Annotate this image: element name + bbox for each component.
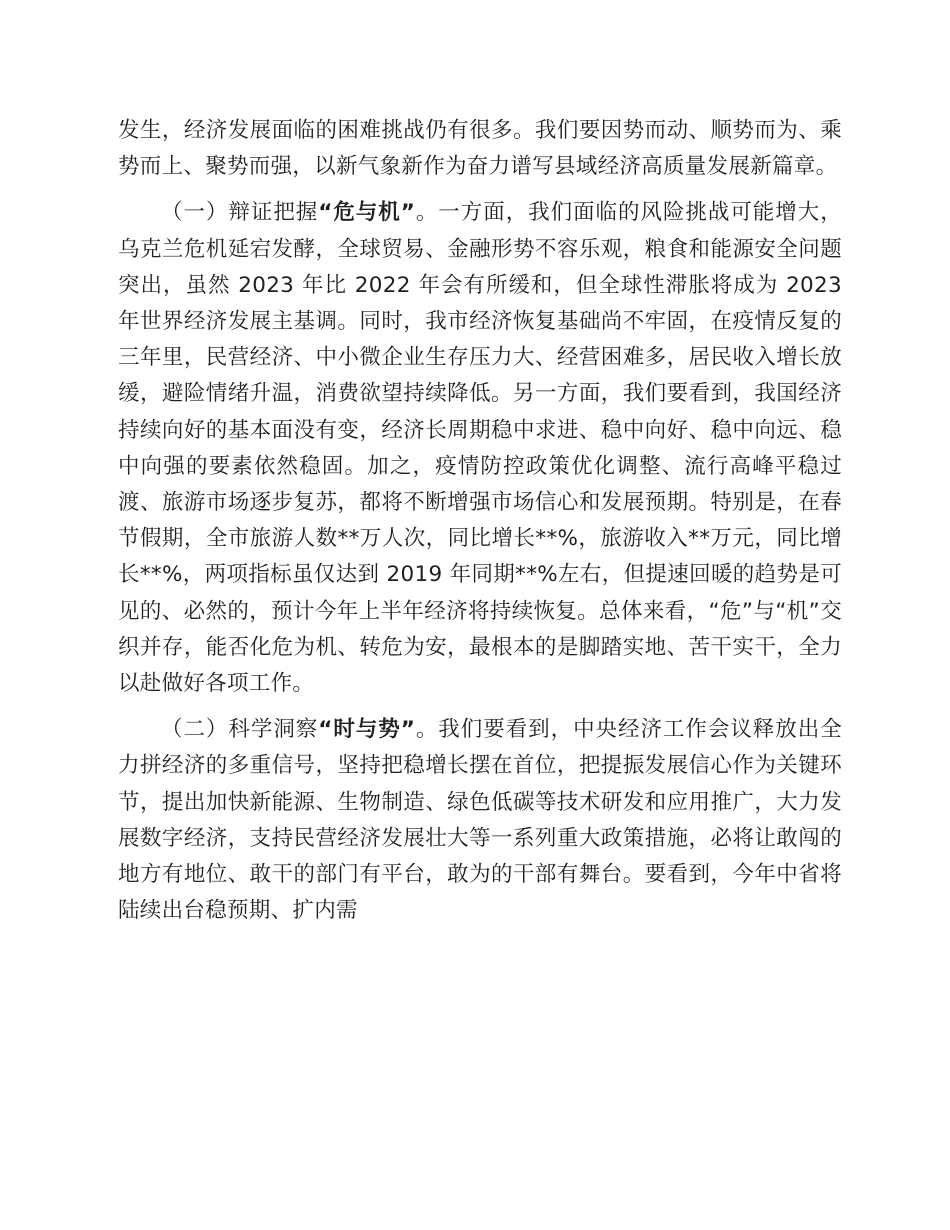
intro-paragraph: 发生，经济发展面临的困难挑战仍有很多。我们要因势而动、顺势而为、乘势而上、聚势而强，以新气象新作为奋力谱写县域经济高质量发展新篇章。 <box>118 118 842 180</box>
section-2-heading-term: “时与势” <box>318 717 416 743</box>
section-1-heading-term: “危与机” <box>318 200 416 226</box>
section-1-body-text: 。一方面，我们面临的风险挑战可能增大，乌克兰危机延宕发酵，全球贸易、金融形势不容乐观，粮食和能源安全问题突出，虽然 2023 年比 2022 年会有所缓和，但全球性滞胀将成为 2023 年世界经济发展主基调。同时，我市经济恢复基础尚不牢固，在疫情反复的三年里，民营经济、中小微企业生存压力大、经营困难多，居民收入增长放缓，避险情绪升温，消费欲望持续降低。另一方面，我们要看到，我国经济持续向好的基本面没有变，经济长周期稳中求进、稳中向好、稳中向远、稳中向强的要素依然稳固。加之，疫情防控政策优化调整、流行高峰平稳过渡、旅游市场逐步复苏，都将不断增强市场信心和发展预期。特别是，在春节假期，全市旅游人数**万人次，同比增长**%，旅游收入**万元，同比增长**%，两项指标虽仅达到 2019 年同期**%左右，但提速回暖的趋势是可见的、必然的，预计今年上半年经济将持续恢复。总体来看，“危”与“机”交织并存，能否化危为机、转危为安，最根本的是脚踏实地、苦干实干，全力以赴做好各项工作。 <box>118 200 842 697</box>
document-body <box>118 113 842 939</box>
section-1-heading-prefix: （一）辩证把握 <box>161 200 319 226</box>
section-2-heading-prefix: （二）科学洞察 <box>161 717 319 743</box>
section-1-paragraph <box>118 195 842 702</box>
section-2-body-text: 。我们要看到，中央经济工作会议释放出全力拼经济的多重信号，坚持把稳增长摆在首位，把提振发展信心作为关键环节，提出加快新能源、生物制造、绿色低碳等技术研发和应用推广，大力发展数字经济，支持民营经济发展壮大等一系列重大政策措施，必将让敢闯的地方有地位、敢干的部门有平台，敢为的干部有舞台。要看到，今年中省将陆续出台稳预期、扩内需 <box>118 717 842 924</box>
section-2-paragraph <box>118 712 842 929</box>
